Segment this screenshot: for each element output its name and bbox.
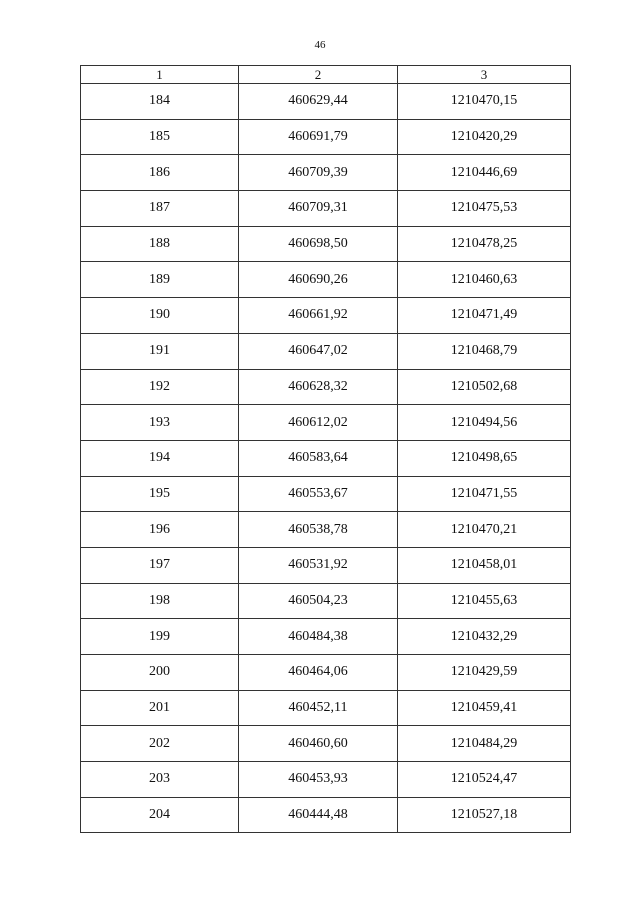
point-number-cell: 188 <box>81 226 239 262</box>
y-coordinate-cell: 1210502,68 <box>398 369 571 405</box>
x-coordinate-cell: 460583,64 <box>239 440 398 476</box>
y-coordinate-cell: 1210459,41 <box>398 690 571 726</box>
y-coordinate-cell: 1210475,53 <box>398 191 571 227</box>
x-coordinate-cell: 460628,32 <box>239 369 398 405</box>
y-coordinate-cell: 1210446,69 <box>398 155 571 191</box>
y-coordinate-cell: 1210527,18 <box>398 797 571 833</box>
point-number-cell: 201 <box>81 690 239 726</box>
point-number-cell: 198 <box>81 583 239 619</box>
point-number-cell: 190 <box>81 298 239 334</box>
x-coordinate-cell: 460484,38 <box>239 619 398 655</box>
column-header-3: 3 <box>398 66 571 84</box>
y-coordinate-cell: 1210484,29 <box>398 726 571 762</box>
x-coordinate-cell: 460460,60 <box>239 726 398 762</box>
x-coordinate-cell: 460629,44 <box>239 84 398 120</box>
x-coordinate-cell: 460444,48 <box>239 797 398 833</box>
x-coordinate-cell: 460690,26 <box>239 262 398 298</box>
table-row <box>81 405 571 441</box>
point-number-cell: 193 <box>81 405 239 441</box>
point-number-cell: 197 <box>81 547 239 583</box>
table-row <box>81 583 571 619</box>
y-coordinate-cell: 1210460,63 <box>398 262 571 298</box>
x-coordinate-cell: 460553,67 <box>239 476 398 512</box>
point-number-cell: 185 <box>81 119 239 155</box>
column-header-2: 2 <box>239 66 398 84</box>
point-number-cell: 186 <box>81 155 239 191</box>
y-coordinate-cell: 1210494,56 <box>398 405 571 441</box>
y-coordinate-cell: 1210420,29 <box>398 119 571 155</box>
table-row <box>81 298 571 334</box>
table-row <box>81 762 571 798</box>
y-coordinate-cell: 1210455,63 <box>398 583 571 619</box>
table-row <box>81 440 571 476</box>
point-number-cell: 191 <box>81 333 239 369</box>
point-number-cell: 204 <box>81 797 239 833</box>
y-coordinate-cell: 1210470,15 <box>398 84 571 120</box>
table-row <box>81 726 571 762</box>
y-coordinate-cell: 1210429,59 <box>398 655 571 691</box>
point-number-cell: 184 <box>81 84 239 120</box>
x-coordinate-cell: 460698,50 <box>239 226 398 262</box>
page-number: 46 <box>314 39 326 51</box>
table-header <box>81 66 571 84</box>
point-number-cell: 189 <box>81 262 239 298</box>
point-number-cell: 199 <box>81 619 239 655</box>
column-header-1: 1 <box>81 66 239 84</box>
x-coordinate-cell: 460647,02 <box>239 333 398 369</box>
table-row <box>81 547 571 583</box>
table-header-row <box>81 66 571 84</box>
y-coordinate-cell: 1210432,29 <box>398 619 571 655</box>
table-row <box>81 226 571 262</box>
y-coordinate-cell: 1210470,21 <box>398 512 571 548</box>
x-coordinate-cell: 460661,92 <box>239 298 398 334</box>
x-coordinate-cell: 460612,02 <box>239 405 398 441</box>
y-coordinate-cell: 1210524,47 <box>398 762 571 798</box>
x-coordinate-cell: 460709,31 <box>239 191 398 227</box>
table-row <box>81 512 571 548</box>
table-row <box>81 690 571 726</box>
point-number-cell: 187 <box>81 191 239 227</box>
point-number-cell: 194 <box>81 440 239 476</box>
table-row <box>81 155 571 191</box>
y-coordinate-cell: 1210478,25 <box>398 226 571 262</box>
y-coordinate-cell: 1210458,01 <box>398 547 571 583</box>
x-coordinate-cell: 460464,06 <box>239 655 398 691</box>
point-number-cell: 202 <box>81 726 239 762</box>
x-coordinate-cell: 460453,93 <box>239 762 398 798</box>
point-number-cell: 195 <box>81 476 239 512</box>
x-coordinate-cell: 460531,92 <box>239 547 398 583</box>
point-number-cell: 203 <box>81 762 239 798</box>
y-coordinate-cell: 1210468,79 <box>398 333 571 369</box>
point-number-cell: 196 <box>81 512 239 548</box>
x-coordinate-cell: 460709,39 <box>239 155 398 191</box>
x-coordinate-cell: 460691,79 <box>239 119 398 155</box>
point-number-cell: 200 <box>81 655 239 691</box>
table-row <box>81 333 571 369</box>
coordinates-table <box>80 65 571 833</box>
x-coordinate-cell: 460452,11 <box>239 690 398 726</box>
table-row <box>81 476 571 512</box>
table-row <box>81 119 571 155</box>
y-coordinate-cell: 1210471,55 <box>398 476 571 512</box>
y-coordinate-cell: 1210498,65 <box>398 440 571 476</box>
table-row <box>81 797 571 833</box>
y-coordinate-cell: 1210471,49 <box>398 298 571 334</box>
table-row <box>81 619 571 655</box>
table-body <box>81 84 571 833</box>
point-number-cell: 192 <box>81 369 239 405</box>
table-row <box>81 84 571 120</box>
table-row <box>81 191 571 227</box>
x-coordinate-cell: 460504,23 <box>239 583 398 619</box>
table-row <box>81 262 571 298</box>
table-row <box>81 655 571 691</box>
table-row <box>81 369 571 405</box>
x-coordinate-cell: 460538,78 <box>239 512 398 548</box>
